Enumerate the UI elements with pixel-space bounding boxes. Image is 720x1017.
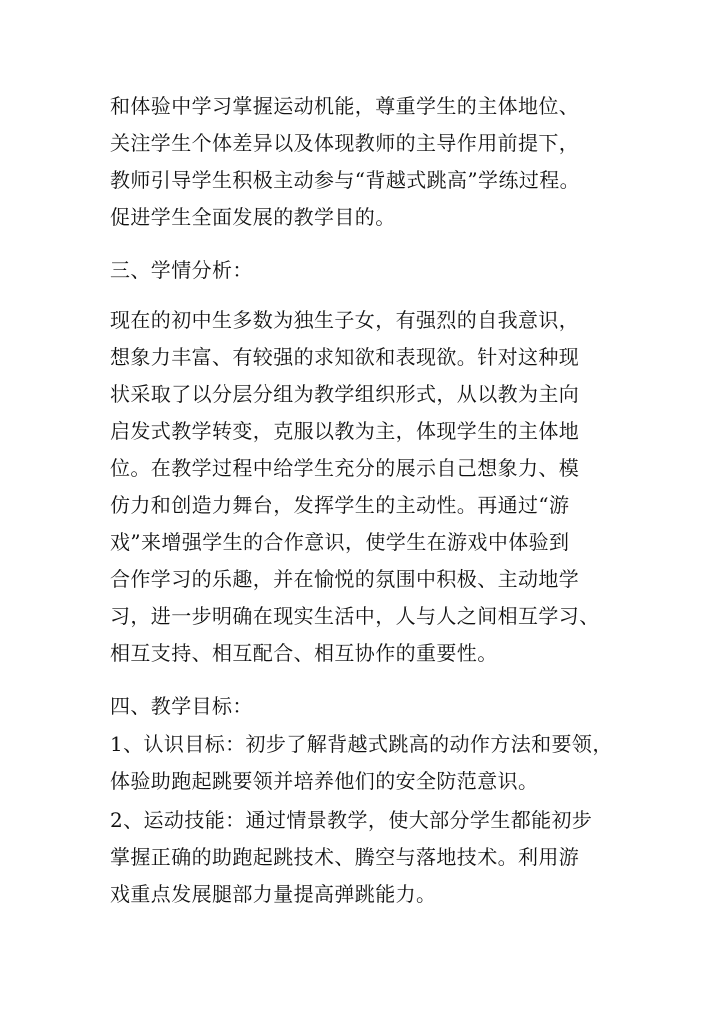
objective-line: 掌握正确的助跑起跳技术、腾空与落地技术。利用游 bbox=[110, 845, 580, 869]
section-heading-teaching-objectives: 四、教学目标： bbox=[110, 694, 253, 718]
section-heading-learning-analysis: 三、学情分析： bbox=[110, 258, 253, 282]
paragraph-line: 戏”来增强学生的合作意识，使学生在游戏中体验到 bbox=[110, 530, 570, 554]
paragraph-line: 想象力丰富、有较强的求知欲和表现欲。针对这种现 bbox=[110, 345, 580, 369]
paragraph-line: 位。在教学过程中给学生充分的展示自己想象力、模 bbox=[110, 456, 580, 480]
paragraph-line: 习，进一步明确在现实生活中，人与人之间相互学习、 bbox=[110, 604, 600, 628]
paragraph-line: 启发式教学转变，克服以教为主，体现学生的主体地 bbox=[110, 419, 580, 443]
objective-line: 2、运动技能：通过情景教学，使大部分学生都能初步 bbox=[110, 808, 593, 832]
intro-line: 关注学生个体差异以及体现教师的主导作用前提下， bbox=[110, 131, 580, 155]
paragraph-line: 状采取了以分层分组为教学组织形式，从以教为主向 bbox=[110, 382, 580, 406]
objective-line: 体验助跑起跳要领并培养他们的安全防范意识。 bbox=[110, 769, 539, 793]
paragraph-line: 仿力和创造力舞台，发挥学生的主动性。再通过“游 bbox=[110, 493, 570, 517]
paragraph-line: 相互支持、相互配合、相互协作的重要性。 bbox=[110, 641, 498, 665]
intro-line: 教师引导学生积极主动参与“背越式跳高”学练过程。 bbox=[110, 168, 581, 192]
paragraph-line: 合作学习的乐趣，并在愉悦的氛围中积极、主动地学 bbox=[110, 567, 580, 591]
paragraph-line: 现在的初中生多数为独生子女，有强烈的自我意识， bbox=[110, 308, 580, 332]
intro-line: 和体验中学习掌握运动机能，尊重学生的主体地位、 bbox=[110, 94, 580, 118]
objective-line: 戏重点发展腿部力量提高弹跳能力。 bbox=[110, 882, 437, 906]
objective-line: 1、认识目标：初步了解背越式跳高的动作方法和要领， bbox=[110, 732, 613, 756]
intro-line: 促进学生全面发展的教学目的。 bbox=[110, 205, 396, 229]
